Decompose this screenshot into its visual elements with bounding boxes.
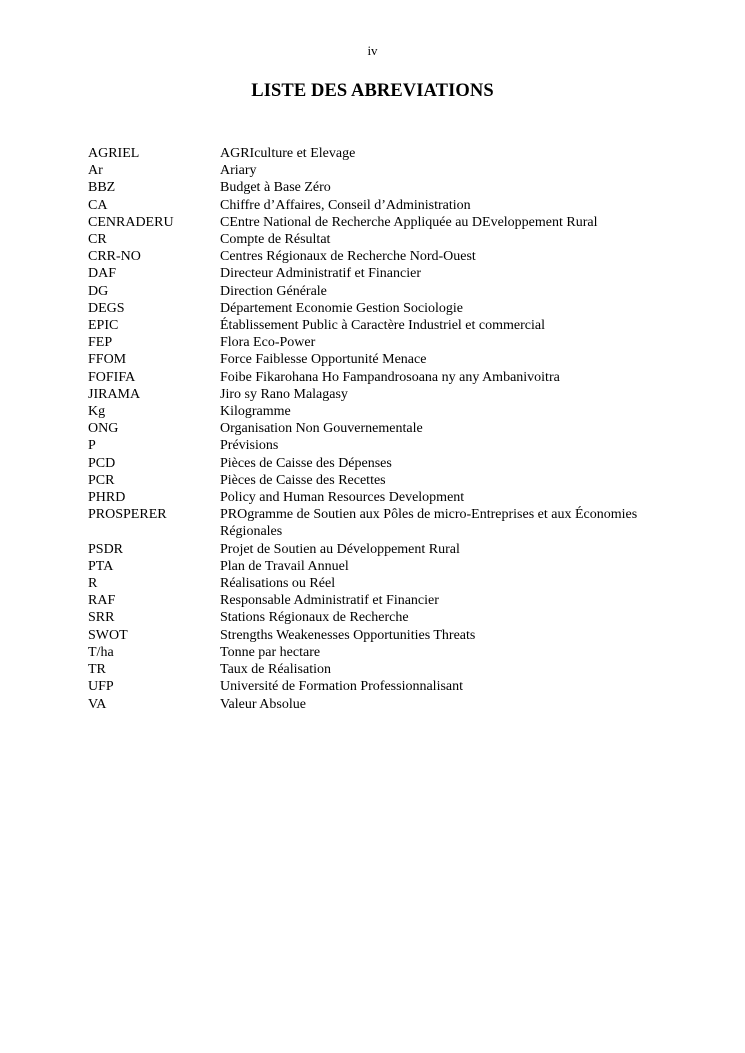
abbreviation-row	[88, 541, 648, 558]
abbreviation-row	[88, 369, 648, 386]
abbreviation-list	[88, 145, 648, 713]
abbreviation-definition: Stations Régionaux de Recherche	[220, 610, 409, 626]
abbreviation-code: AGRIEL	[88, 146, 140, 161]
abbreviation-row	[88, 455, 648, 472]
abbreviation-code: DAF	[88, 266, 117, 282]
abbreviation-row	[88, 472, 648, 489]
abbreviation-definition: Budget à Base Zéro	[220, 180, 331, 196]
abbreviation-code: Kg	[88, 404, 106, 420]
abbreviation-code: PCD	[88, 455, 116, 471]
abbreviation-code: DG	[88, 283, 109, 299]
abbreviation-row	[88, 696, 648, 713]
abbreviation-code: R	[88, 576, 98, 592]
abbreviation-row	[88, 351, 648, 368]
abbreviation-row	[88, 420, 648, 437]
abbreviation-definition: Pièces de Caisse des Dépenses	[220, 455, 392, 471]
abbreviation-definition: Taux de Réalisation	[220, 662, 331, 678]
abbreviation-definition: Chiffre d’Affaires, Conseil d’Administration	[220, 197, 471, 213]
abbreviation-definition: Université de Formation Professionnalisant	[220, 679, 464, 695]
abbreviation-code: T/ha	[88, 644, 114, 660]
abbreviation-row	[88, 489, 648, 506]
abbreviation-row	[88, 162, 648, 179]
abbreviation-code: FFOM	[88, 352, 127, 368]
abbreviation-definition: Directeur Administratif et Financier	[220, 266, 421, 282]
abbreviation-code: TR	[88, 662, 106, 678]
page-title: LISTE DES ABREVIATIONS	[251, 81, 494, 101]
abbreviation-row	[88, 265, 648, 282]
abbreviation-definition: Foibe Fikarohana Ho Fampandrosoana ny any Ambanivoitra	[220, 369, 560, 385]
abbreviation-row	[88, 506, 648, 540]
abbreviation-code: RAF	[88, 593, 116, 609]
abbreviation-code: PHRD	[88, 490, 126, 506]
abbreviation-row	[88, 661, 648, 678]
abbreviation-code: UFP	[88, 679, 114, 695]
abbreviation-definition: Prévisions	[220, 438, 279, 454]
abbreviation-definition: Centres Régionaux de Recherche Nord-Ouest	[220, 249, 476, 265]
abbreviation-code: PCR	[88, 472, 115, 488]
abbreviation-row	[88, 644, 648, 661]
abbreviation-row	[88, 300, 648, 317]
abbreviation-definition: Valeur Absolue	[220, 696, 306, 712]
abbreviation-row	[88, 627, 648, 644]
abbreviation-definition: Projet de Soutien au Développement Rural	[220, 541, 460, 557]
abbreviation-code: FOFIFA	[88, 369, 136, 385]
abbreviation-definition: PROgramme de Soutien aux Pôles de micro-Entreprises et aux Économies Régionales	[220, 507, 638, 540]
abbreviation-definition: Flora Eco-Power	[220, 335, 316, 351]
abbreviation-code: SRR	[88, 610, 115, 626]
abbreviation-definition: Force Faiblesse Opportunité Menace	[220, 352, 427, 368]
abbreviation-code: Ar	[88, 163, 103, 179]
abbreviation-definition: Ariary	[220, 163, 257, 179]
abbreviation-definition: Organisation Non Gouvernementale	[220, 421, 423, 437]
abbreviation-row	[88, 145, 648, 162]
abbreviation-row	[88, 248, 648, 265]
abbreviation-definition: Kilogramme	[220, 404, 291, 420]
abbreviation-definition: AGRIculture et Elevage	[220, 146, 356, 161]
abbreviation-definition: Policy and Human Resources Development	[220, 490, 465, 506]
abbreviation-code: CA	[88, 197, 108, 213]
abbreviation-row	[88, 197, 648, 214]
abbreviation-definition: Strengths Weakenesses Opportunities Threats	[220, 627, 476, 643]
abbreviation-definition: Département Economie Gestion Sociologie	[220, 300, 463, 316]
abbreviation-row	[88, 678, 648, 695]
abbreviation-row	[88, 179, 648, 196]
abbreviation-code: SWOT	[88, 627, 128, 643]
abbreviation-definition: Tonne par hectare	[220, 644, 321, 660]
abbreviation-code: EPIC	[88, 318, 119, 334]
abbreviation-definition: Compte de Résultat	[220, 232, 331, 248]
abbreviation-row	[88, 575, 648, 592]
abbreviation-row	[88, 437, 648, 454]
abbreviation-code: JIRAMA	[88, 386, 141, 402]
abbreviation-row	[88, 317, 648, 334]
abbreviation-row	[88, 214, 648, 231]
abbreviation-code: DEGS	[88, 300, 125, 316]
abbreviation-code: VA	[88, 696, 107, 712]
abbreviation-code: PSDR	[88, 541, 124, 557]
abbreviation-code: ONG	[88, 421, 119, 437]
abbreviation-code: CENRADERU	[88, 214, 174, 230]
abbreviation-code: PTA	[88, 558, 114, 574]
abbreviation-row	[88, 334, 648, 351]
abbreviation-definition: CEntre National de Recherche Appliquée au DEveloppement Rural	[220, 214, 598, 230]
abbreviation-row	[88, 403, 648, 420]
abbreviation-code: BBZ	[88, 180, 116, 196]
abbreviation-row	[88, 592, 648, 609]
abbreviation-code: FEP	[88, 335, 113, 351]
abbreviation-row	[88, 558, 648, 575]
abbreviation-definition: Pièces de Caisse des Recettes	[220, 472, 386, 488]
abbreviation-definition: Établissement Public à Caractère Industriel et commercial	[220, 318, 545, 334]
abbreviation-definition: Plan de Travail Annuel	[220, 558, 349, 574]
abbreviation-code: P	[88, 438, 96, 454]
abbreviation-definition: Réalisations ou Réel	[220, 576, 336, 592]
abbreviation-code: PROSPERER	[88, 507, 167, 523]
abbreviation-code: CRR-NO	[88, 249, 141, 265]
abbreviation-definition: Direction Générale	[220, 283, 327, 299]
abbreviation-row	[88, 609, 648, 626]
abbreviation-row	[88, 231, 648, 248]
abbreviation-definition: Responsable Administratif et Financier	[220, 593, 439, 609]
abbreviation-row	[88, 386, 648, 403]
abbreviation-code: CR	[88, 232, 107, 248]
abbreviation-definition: Jiro sy Rano Malagasy	[220, 386, 348, 402]
page-number: iv	[367, 43, 378, 58]
abbreviation-row	[88, 283, 648, 300]
